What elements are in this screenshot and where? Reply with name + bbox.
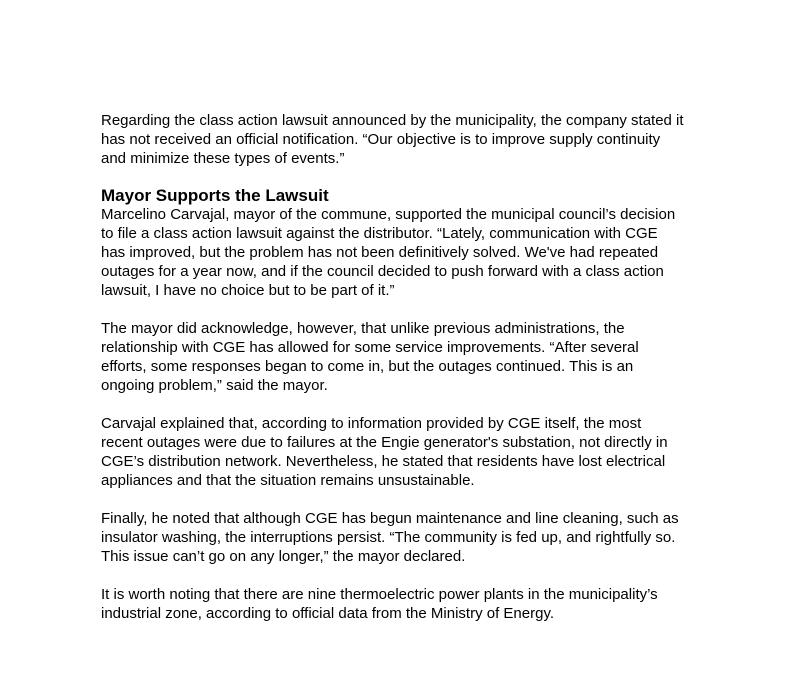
paragraph-power-plants: It is worth noting that there are nine thermoelectric power plants in the municipality’s industrial zone, according to official data from the Ministry of Energy. <box>101 586 658 622</box>
paragraph-mayor-support: Marcelino Carvajal, mayor of the commune, supported the municipal council’s decision to file a class action lawsuit against the distributor. “Lately, communication with CGE has improved, but the problem has not been definitively solved. We've had repeated outages for a year now, and if the council decided to push forward with a class action lawsuit, I have no choice but to be part of it.” <box>101 206 676 299</box>
paragraph-maintenance: Finally, he noted that although CGE has begun maintenance and line cleaning, such as insulator washing, the interruptions persist. “The community is fed up, and rightfully so. This issue can’t go on any longer,” the mayor declared. <box>101 510 679 565</box>
section-heading: Mayor Supports the Lawsuit <box>101 186 329 205</box>
article-body <box>101 111 703 623</box>
paragraph-outage-explanation: Carvajal explained that, according to information provided by CGE itself, the most recent outages were due to failures at the Engie generator's substation, not directly in CGE’s distribution network. Nevertheless, he stated that residents have lost electrical appliances and that the situation remains unsustainable. <box>101 415 668 489</box>
intro-paragraph: Regarding the class action lawsuit announced by the municipality, the company stated it has not received an official notification. “Our objective is to improve supply continuity and minimize these types of events.” <box>101 112 684 167</box>
paragraph-mayor-acknowledgement: The mayor did acknowledge, however, that unlike previous administrations, the relationship with CGE has allowed for some service improvements. “After several efforts, some responses began to come in, but the outages continued. This is an ongoing problem,” said the mayor. <box>101 320 639 394</box>
